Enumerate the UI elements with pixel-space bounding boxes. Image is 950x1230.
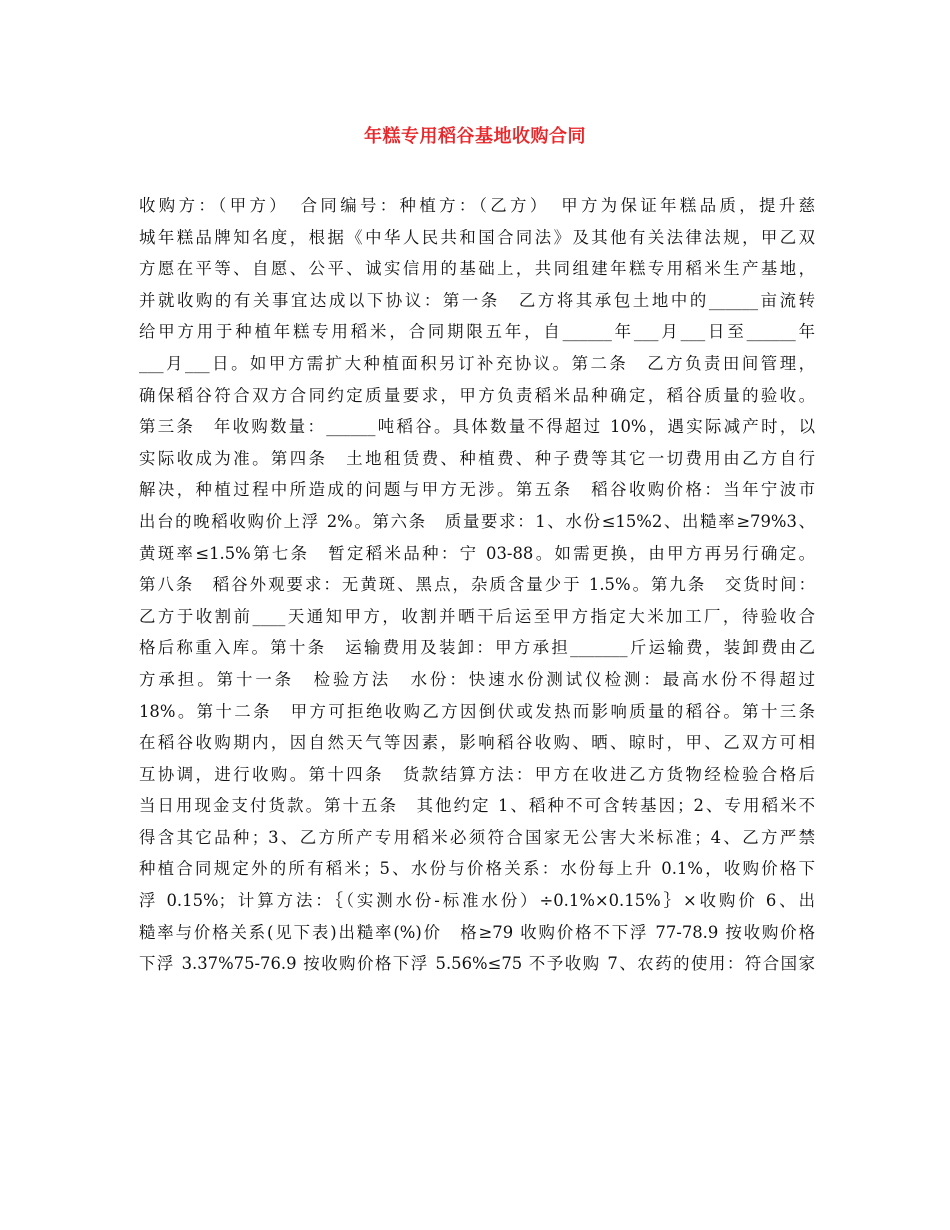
body-line: 在稻谷收购期内，因自然天气等因素，影响稻谷收购、晒、晾时，甲、乙双方可相 (139, 733, 815, 753)
body-line: 给甲方用于种植年糕专用稻米，合同期限五年，自______年___月___日至______年 (139, 322, 815, 342)
body-line: 格后称重入库。第十条 运输费用及装卸：甲方承担_______斤运输费，装卸费由乙 (139, 638, 815, 658)
body-line: 收购方：（甲方） 合同编号：种植方：（乙方） 甲方为保证年糕品质，提升慈 (139, 196, 815, 215)
body-line: 并就收购的有关事宜达成以下协议：第一条 乙方将其承包土地中的______亩流转 (139, 290, 815, 310)
body-line: 浮 0.15%；计算方法：｛（实测水份-标准水份）÷0.1%×0.15%｝×收购价 6、出 (139, 891, 815, 911)
body-line: ___月___日。如甲方需扩大种植面积另订补充协议。第二条 乙方负责田间管理， (139, 353, 815, 373)
document-title: 年糕专用稻谷基地收购合同 (364, 126, 586, 147)
body-line: 种植合同规定外的所有稻米；5、水份与价格关系：水份每上升 0.1%，收购价格下 (139, 859, 815, 879)
document-body (139, 190, 815, 980)
body-line: 第三条 年收购数量：______吨稻谷。具体数量不得超过 10%，遇实际减产时，以 (139, 417, 815, 437)
body-line: 18%。第十二条 甲方可拒绝收购乙方因倒伏或发热而影响质量的稻谷。第十三条 (139, 701, 815, 721)
body-line: 方愿在平等、自愿、公平、诚实信用的基础上，共同组建年糕专用稻米生产基地， (139, 259, 815, 279)
body-line: 乙方于收割前____天通知甲方，收割并晒干后运至甲方指定大米加工厂，待验收合 (139, 606, 815, 626)
body-line: 实际收成为准。第四条 土地租赁费、种植费、种子费等其它一切费用由乙方自行 (139, 448, 815, 468)
body-line: 出台的晚稻收购价上浮 2%。第六条 质量要求：1、水份≤15%2、出糙率≥79%3、 (139, 511, 815, 531)
body-line: 互协调，进行收购。第十四条 货款结算方法：甲方在收进乙方货物经检验合格后 (139, 764, 815, 784)
body-line: 糙率与价格关系(见下表)出糙率(%)价 格≥79 收购价格不下浮 77-78.9 按收购价格 (139, 922, 815, 942)
body-line: 第八条 稻谷外观要求：无黄斑、黑点，杂质含量少于 1.5%。第九条 交货时间： (139, 575, 815, 595)
body-line: 方承担。第十一条 检验方法 水份：快速水份测试仪检测：最高水份不得超过 (139, 669, 815, 689)
body-line: 得含其它品种；3、乙方所产专用稻米必须符合国家无公害大米标准；4、乙方严禁 (139, 827, 815, 847)
body-line: 下浮 3.37%75-76.9 按收购价格下浮 5.56%≤75 不予收购 7、农药的使用：符合国家 (139, 954, 815, 974)
body-line: 当日用现金支付货款。第十五条 其他约定 1、稻种不可含转基因；2、专用稻米不 (139, 796, 815, 816)
body-line: 确保稻谷符合双方合同约定质量要求，甲方负责稻米品种确定，稻谷质量的验收。 (139, 385, 815, 405)
body-line: 解决，种植过程中所造成的问题与甲方无涉。第五条 稻谷收购价格：当年宁波市 (139, 480, 815, 500)
body-line: 城年糕品牌知名度，根据《中华人民共和国合同法》及其他有关法律法规，甲乙双 (139, 227, 815, 247)
body-line: 黄斑率≤1.5%第七条 暂定稻米品种：宁 03-88。如需更换，由甲方再另行确定。 (139, 543, 815, 563)
